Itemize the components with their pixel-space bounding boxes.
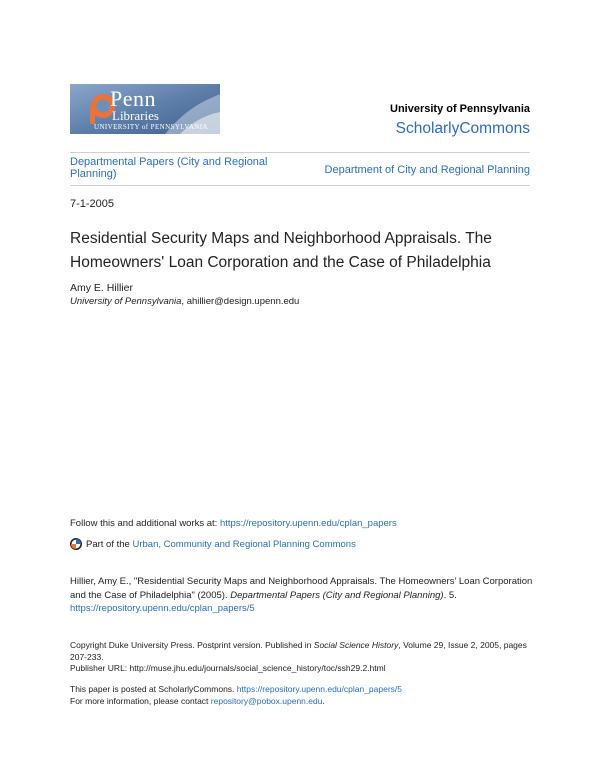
contact-email-link[interactable]: repository@pobox.upenn.edu: [210, 695, 323, 706]
publication-date: 7-1-2005: [70, 198, 115, 210]
penn-libraries-logo[interactable]: [70, 84, 220, 134]
follow-url-link[interactable]: https://repository.upenn.edu/cplan_papers: [219, 518, 397, 529]
copyright-prefix: Copyright Duke University Press. Postprint version. Published in: [70, 640, 314, 650]
posted-url-link[interactable]: https://repository.upenn.edu/cplan_papers/5: [236, 684, 403, 694]
citation-block: [70, 575, 535, 616]
series-link[interactable]: Departmental Papers (City and Regional Planning): [70, 156, 268, 180]
copyright-block: [70, 640, 540, 675]
logo-tagline: UNIVERSITY of PENNSYLVANIA: [94, 123, 208, 131]
contact-prefix: For more information, please contact: [70, 695, 211, 706]
posted-block: [70, 684, 540, 707]
part-of-line: [70, 538, 356, 550]
follow-prefix: Follow this and additional works at:: [70, 518, 220, 529]
author-affiliation: [70, 296, 299, 307]
logo-word-penn: Penn: [110, 86, 156, 111]
journal-name: Social Science History: [313, 640, 399, 650]
contact-suffix: .: [322, 695, 325, 706]
bottom-divider: [70, 185, 530, 186]
affiliation-name: University of Pennsylvania: [70, 296, 182, 307]
bepress-commons-icon: [70, 538, 82, 550]
part-of-prefix: Part of the: [86, 538, 130, 550]
citation-url-link[interactable]: https://repository.upenn.edu/cplan_papers/5: [70, 603, 255, 614]
commons-link[interactable]: Urban, Community and Regional Planning Commons: [132, 538, 356, 550]
follow-line: [70, 518, 397, 529]
copyright-suffix: , Volume 29, Issue 2, 2005, pages 207-233.: [70, 640, 527, 662]
citation-number: . 5.: [443, 589, 457, 601]
paper-title: Residential Security Maps and Neighborhood Appraisals. The Homeowners' Loan Corporation and the Case of Philadelphia: [70, 230, 492, 271]
publisher-url: Publisher URL: http://muse.jhu.edu/journals/social_science_history/toc/ssh29.2.html: [70, 663, 386, 673]
author-email: , ahillier@design.upenn.edu: [181, 296, 300, 307]
author-name: Amy E. Hillier: [70, 282, 134, 294]
scholarlycommons-link[interactable]: ScholarlyCommons: [395, 120, 530, 137]
logo-word-libraries: Libraries: [112, 108, 159, 123]
institution-name: University of Pennsylvania: [390, 103, 530, 115]
department-link[interactable]: Department of City and Regional Planning: [324, 164, 530, 176]
top-divider: [70, 152, 530, 153]
citation-series: Departmental Papers (City and Regional Planning): [230, 589, 444, 601]
citation-text: Hillier, Amy E., "Residential Security Maps and Neighborhood Appraisals. The Homeowners' Loan Corporation and the Case of Philadelphia" (2005).: [70, 576, 533, 601]
posted-prefix: This paper is posted at ScholarlyCommons.: [70, 684, 237, 694]
